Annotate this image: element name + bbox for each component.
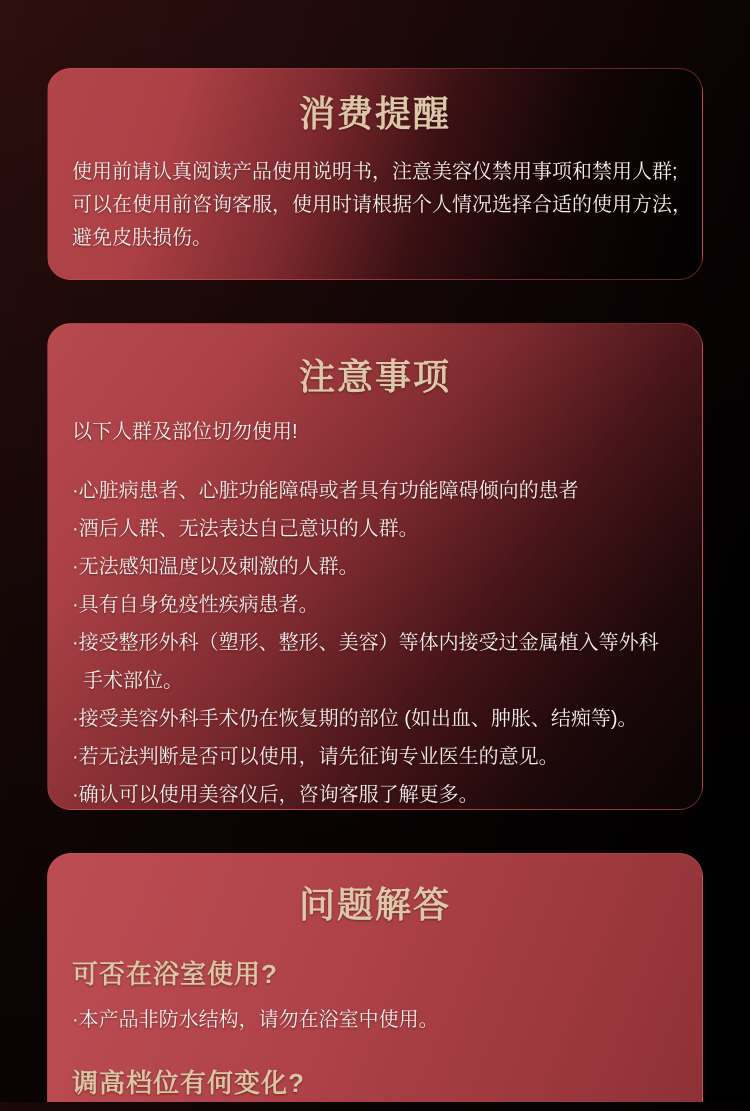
precautions-intro: 以下人群及部位切勿使用!	[72, 421, 298, 443]
faq-answer-1: ·本产品非防水结构，请勿在浴室中使用。	[72, 1009, 439, 1031]
notice-line-2: 可以在使用前咨询客服，使用时请根据个人情况选择合适的使用方法，	[72, 194, 692, 216]
notice-line-1: 使用前请认真阅读产品使用说明书，注意美容仪禁用事项和禁用人群;	[72, 161, 678, 183]
precaution-item: ·确认可以使用美容仪后，咨询客服了解更多。	[72, 784, 479, 806]
notice-line-3: 避免皮肤损伤。	[72, 227, 212, 249]
precaution-item: ·接受美容外科手术仍在恢复期的部位 (如出血、肿胀、结痴等)。	[72, 708, 638, 730]
faq-question-2: 调高档位有何变化?	[72, 1068, 305, 1098]
precaution-item: ·心脏病患者、心脏功能障碍或者具有功能障碍倾向的患者	[72, 480, 579, 502]
precaution-item: ·具有自身免疫性疾病患者。	[72, 594, 319, 616]
faq-card	[47, 853, 703, 1111]
bottom-divider	[0, 1102, 750, 1111]
consumer-notice-title: 消费提醒	[298, 93, 451, 134]
faq-question-1: 可否在浴室使用?	[72, 959, 278, 989]
consumer-notice-body	[72, 156, 692, 255]
precaution-item: ·无法感知温度以及刺激的人群。	[72, 556, 359, 578]
precaution-item: ·酒后人群、无法表达自己意识的人群。	[72, 518, 419, 540]
precautions-card	[47, 323, 703, 810]
precaution-item: ·若无法判断是否可以使用，请先征询专业医生的意见。	[72, 746, 559, 768]
precaution-item: ·接受整形外科（塑形、整形、美容）等体内接受过金属植入等外科手术部位。	[72, 632, 659, 692]
precautions-list	[72, 472, 678, 814]
precautions-title: 注意事项	[298, 356, 451, 397]
consumer-notice-card	[47, 68, 703, 280]
faq-title: 问题解答	[298, 884, 451, 925]
